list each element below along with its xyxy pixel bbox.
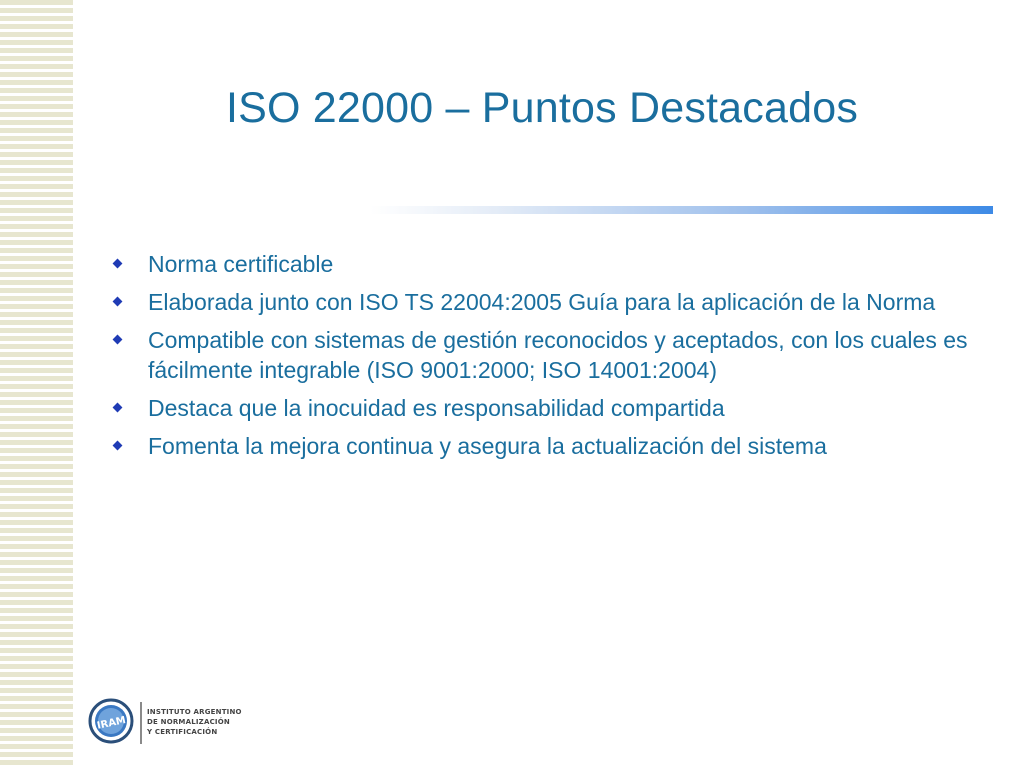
bullet-item: [110, 325, 980, 385]
logo-divider: [140, 702, 142, 744]
logo-line-3: Y CERTIFICACIÓN: [147, 728, 218, 736]
bullet-item: [110, 431, 980, 461]
bullet-text: Elaborada junto con ISO TS 22004:2005 Guía para la aplicación de la Norma: [148, 289, 936, 315]
diamond-bullet-icon: [113, 297, 123, 307]
iram-circle-icon: [88, 698, 134, 744]
bullet-item: [110, 393, 980, 423]
bullet-item: [110, 249, 980, 279]
diamond-bullet-icon: [113, 441, 123, 451]
logo-caption: [147, 707, 242, 737]
logo-line-1: INSTITUTO ARGENTINO: [147, 708, 242, 716]
bullet-text: Compatible con sistemas de gestión reconocidos y aceptados, con los cuales es fácilmente integrable (ISO 9001:2000; ISO 14001:2004): [148, 327, 968, 383]
logo-line-2: DE NORMALIZACIÓN: [147, 718, 230, 726]
bullet-item: [110, 287, 980, 317]
iram-logo: [88, 698, 268, 750]
slide-title: ISO 22000 – Puntos Destacados: [225, 84, 859, 132]
bullet-text: Fomenta la mejora continua y asegura la actualización del sistema: [148, 433, 827, 459]
diamond-bullet-icon: [113, 403, 123, 413]
bullet-list: [110, 249, 980, 469]
title-underline-gradient: [370, 206, 993, 214]
logo-mark-text: IRAM: [96, 715, 127, 732]
diamond-bullet-icon: [113, 259, 123, 269]
diamond-bullet-icon: [113, 335, 123, 345]
bullet-text: Norma certificable: [148, 251, 334, 277]
decorative-stripes: [0, 0, 73, 768]
bullet-text: Destaca que la inocuidad es responsabilidad compartida: [148, 395, 725, 421]
